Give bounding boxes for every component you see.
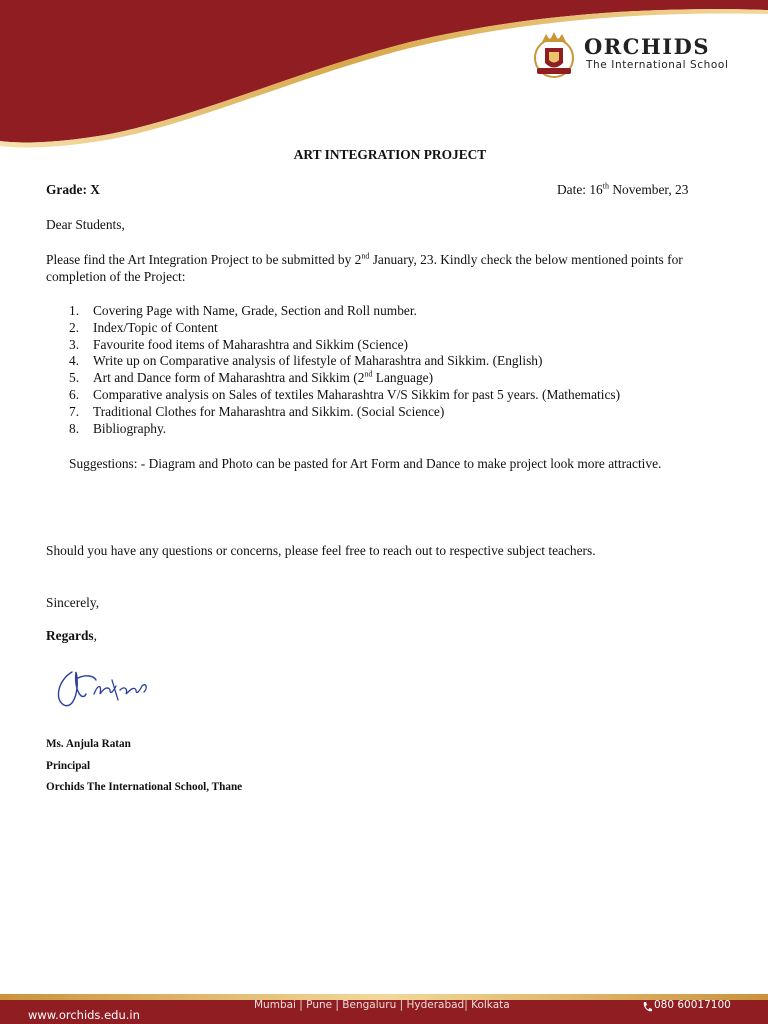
intro-paragraph: Please find the Art Integration Project to be submitted by 2nd January, 23. Kindly check the below mentioned points for completion of the Project: xyxy=(46,251,683,284)
list-item: 8. Bibliography. xyxy=(69,420,167,436)
document-title: ART INTEGRATION PROJECT xyxy=(293,147,487,162)
signatory-name: Ms. Anjula Ratan xyxy=(46,738,131,750)
logo-name: ORCHIDS xyxy=(584,34,710,59)
school-logo xyxy=(528,30,738,82)
signatory-title: Principal xyxy=(46,760,91,772)
signature-image xyxy=(50,660,160,712)
letterhead-footer xyxy=(0,988,768,1024)
closing-sincerely: Sincerely, xyxy=(46,595,100,610)
list-item: 1. Covering Page with Name, Grade, Section and Roll number. xyxy=(69,303,417,318)
suggestions-paragraph: Suggestions: - Diagram and Photo can be pasted for Art Form and Dance to make project look more attractive. xyxy=(69,456,662,471)
letterhead-header xyxy=(0,0,768,150)
list-item: 5. Art and Dance form of Maharashtra and Sikkim (2nd Language) xyxy=(69,369,434,386)
list-item: 7. Traditional Clothes for Maharashtra and Sikkim. (Social Science) xyxy=(69,403,445,419)
footer-cities: Mumbai | Pune | Bengaluru | Hyderabad| Kolkata xyxy=(254,999,510,1011)
list-item: 3. Favourite food items of Maharashtra and Sikkim (Science) xyxy=(69,336,408,352)
crest-icon xyxy=(528,30,580,82)
grade-label: Grade: X xyxy=(46,182,100,197)
list-item: 6. Comparative analysis on Sales of textiles Maharashtra V/S Sikkim for past 5 years. (Mathematics) xyxy=(69,386,621,402)
logo-tagline: The International School xyxy=(586,59,729,71)
signatory-organization: Orchids The International School, Thane xyxy=(46,781,243,793)
list-item: 2. Index/Topic of Content xyxy=(69,319,218,335)
project-points-list xyxy=(46,303,620,437)
questions-paragraph: Should you have any questions or concerns, please feel free to reach out to respective subject teachers. xyxy=(46,543,596,558)
footer-phone: 080 60017100 xyxy=(654,999,731,1011)
salutation: Dear Students, xyxy=(46,217,125,232)
date-label: Date: 16th November, 23 xyxy=(557,181,689,197)
phone-icon xyxy=(642,1001,652,1013)
list-item: 4. Write up on Comparative analysis of lifestyle of Maharashtra and Sikkim. (English) xyxy=(69,353,543,369)
website-link[interactable]: www.orchids.edu.in xyxy=(28,1008,140,1022)
closing-regards: Regards, xyxy=(46,628,97,643)
